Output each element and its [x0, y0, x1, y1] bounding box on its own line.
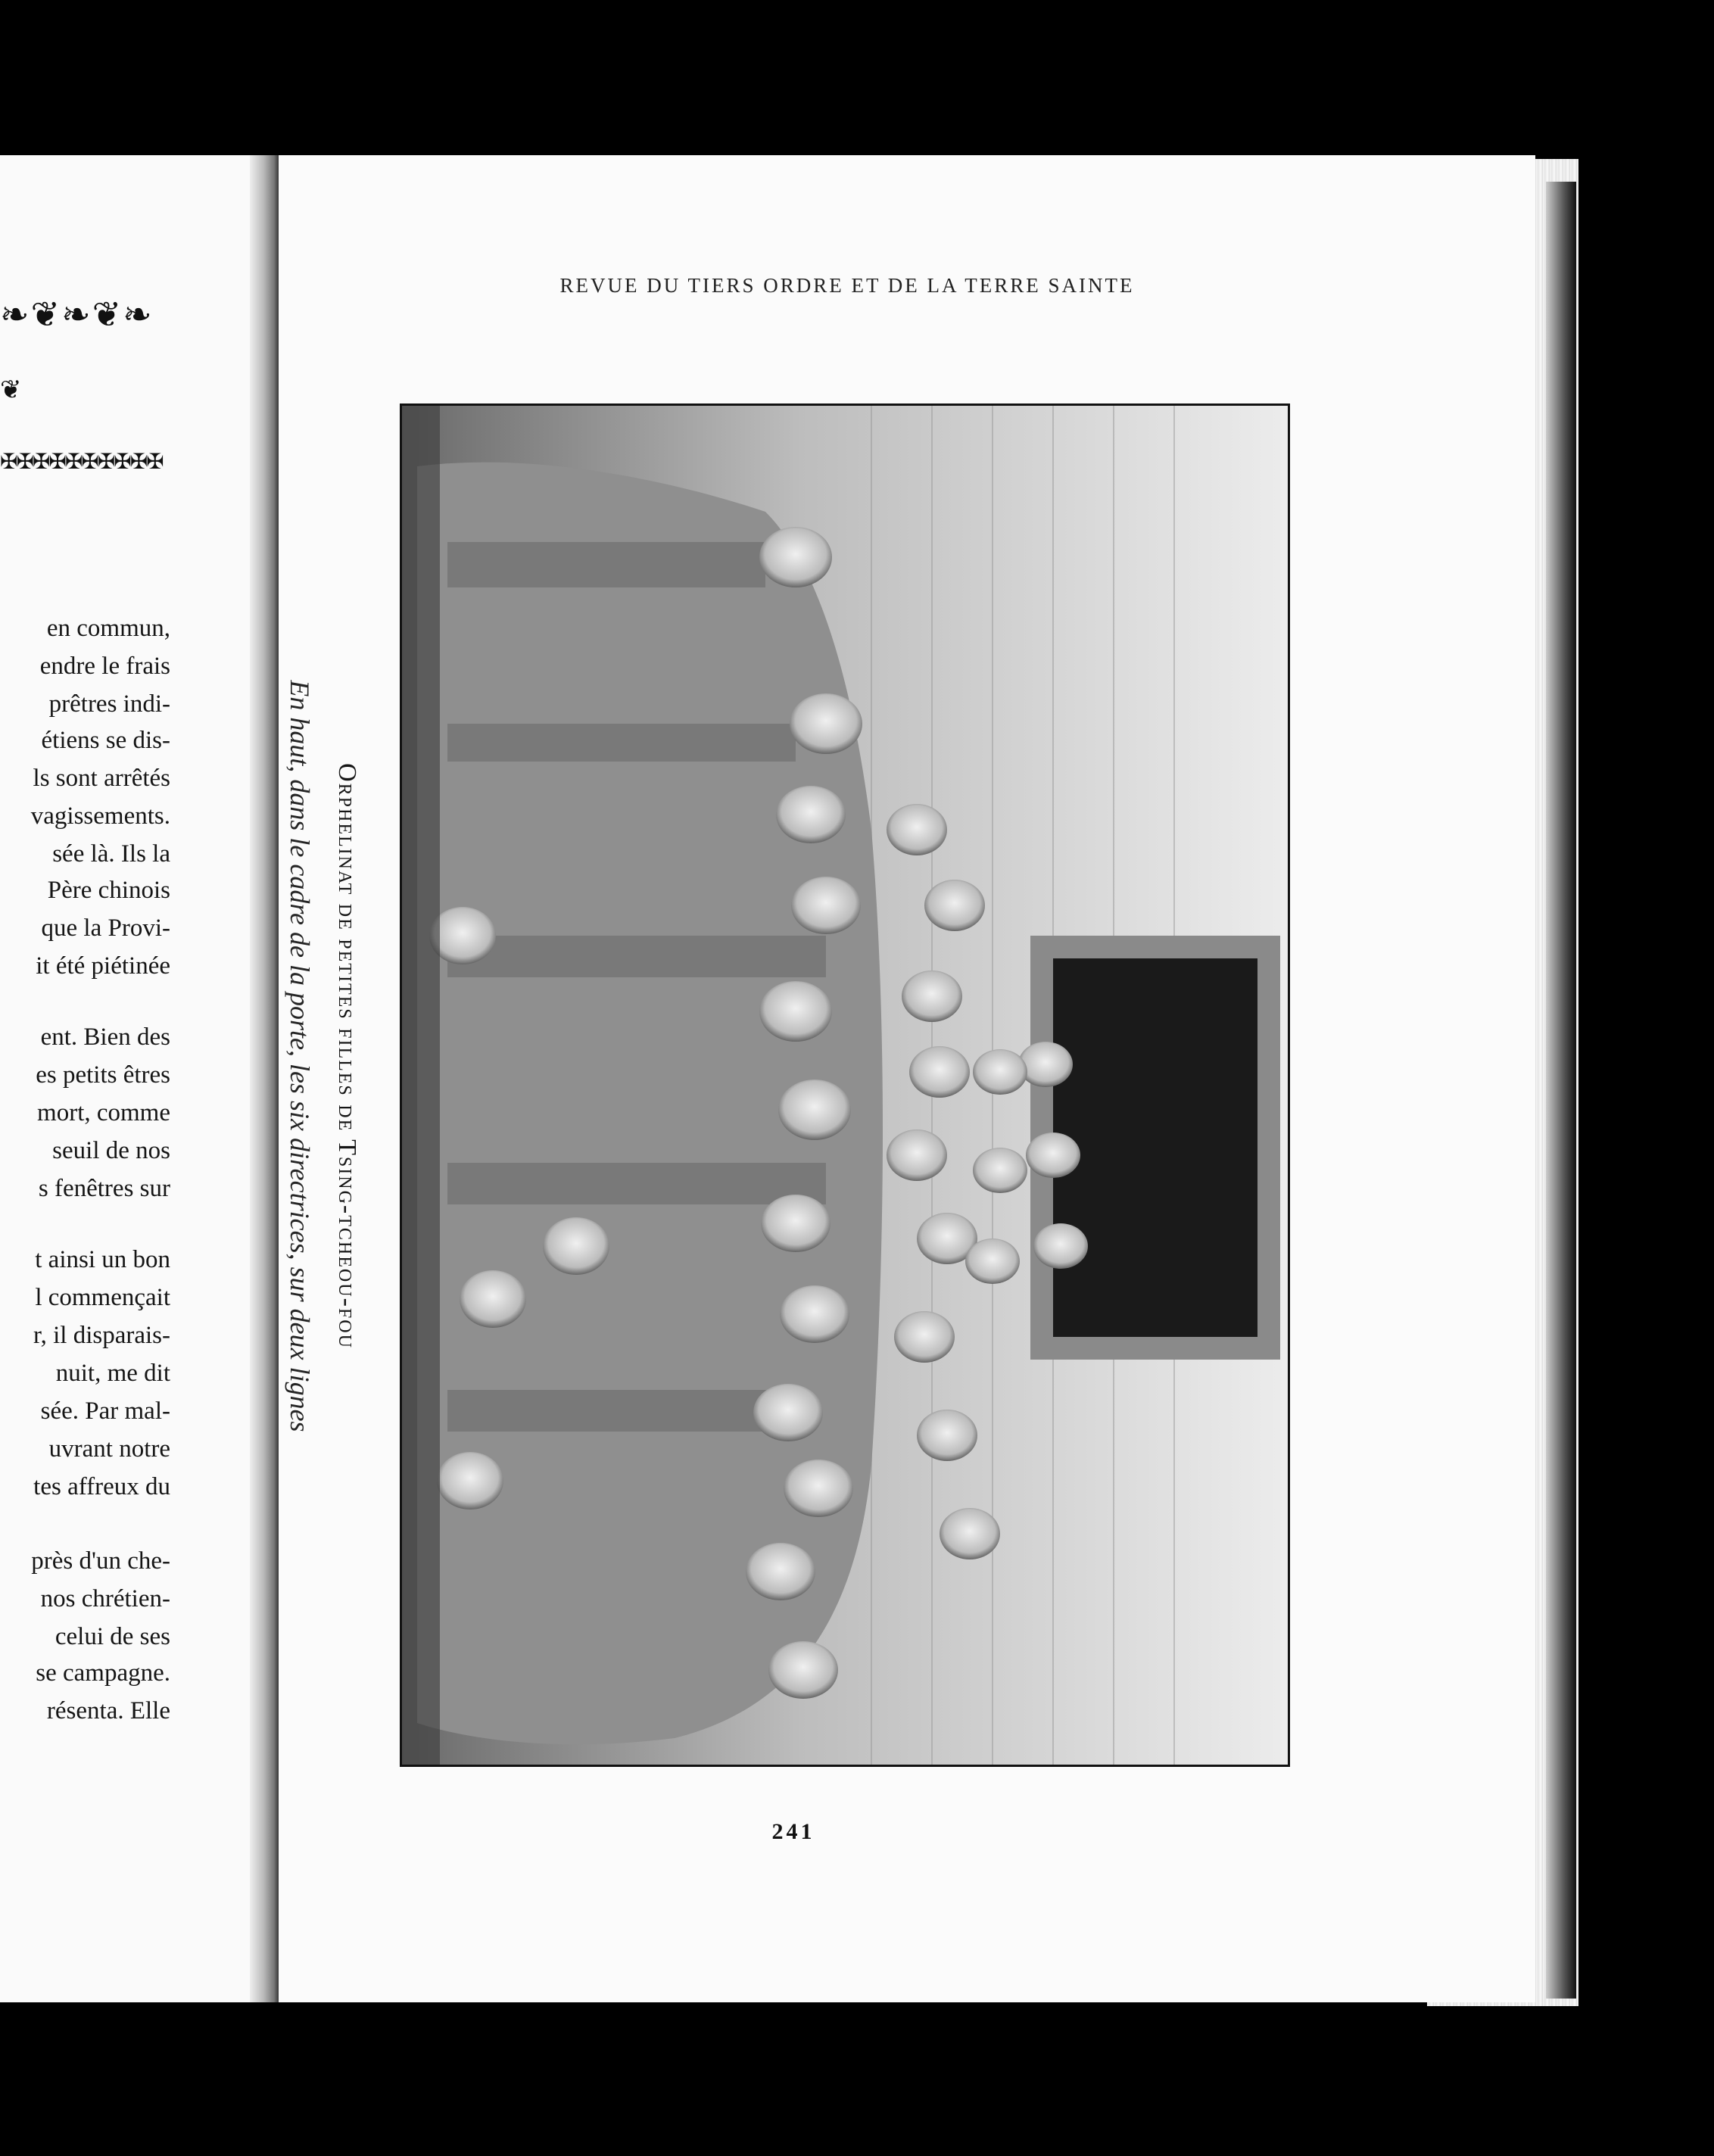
decorative-ornament: ❧❦❧❦❧	[0, 294, 154, 335]
text-line: s fenêtres sur	[38, 1175, 170, 1202]
text-line: près d'un che-	[31, 1547, 170, 1575]
text-line: sée là. Ils la	[52, 840, 170, 868]
text-line: r, il disparais-	[33, 1322, 170, 1349]
ornament-band: ✠✠✠✠✠✠✠✠✠✠	[0, 449, 163, 474]
text-line: l commençait	[35, 1284, 170, 1311]
text-line: sée. Par mal-	[40, 1397, 170, 1425]
text-line: vagissements.	[30, 802, 170, 830]
text-line: seuil de nos	[52, 1137, 170, 1164]
book-edge-shadow	[1546, 182, 1576, 1999]
text-line: mort, comme	[37, 1099, 170, 1126]
caption-subtitle: En haut, dans le cadre de la porte, les six directrices, sur deux lignes	[285, 680, 315, 1432]
running-head: REVUE DU TIERS ORDRE ET DE LA TERRE SAINTE	[559, 274, 1135, 297]
text-line: t ainsi un bon	[35, 1246, 170, 1273]
text-line: nos chrétien-	[40, 1585, 170, 1612]
text-line: prêtres indi-	[48, 690, 170, 718]
text-line: ent. Bien des	[40, 1023, 170, 1051]
text-line: se campagne.	[36, 1659, 170, 1687]
caption-title: Orphelinat de petites filles de Tsing-tcheou-fou	[333, 763, 361, 1349]
photograph-image	[402, 406, 1288, 1765]
text-line: que la Provi-	[41, 914, 170, 942]
text-line: ls sont arrêtés	[33, 765, 170, 792]
text-line: it été piétinée	[36, 952, 170, 980]
text-line: endre le frais	[39, 653, 170, 680]
left-page-gutter	[250, 155, 280, 2002]
ornament-mark: ❦	[0, 375, 22, 405]
text-line: Père chinois	[47, 877, 170, 904]
text-line: celui de ses	[55, 1623, 170, 1650]
text-line: tes affreux du	[33, 1473, 170, 1500]
text-line: étiens se dis-	[41, 727, 170, 754]
text-line: nuit, me dit	[55, 1360, 170, 1387]
page-number: 241	[771, 1819, 815, 1844]
text-line: uvrant notre	[48, 1435, 170, 1463]
text-line: es petits êtres	[36, 1061, 170, 1089]
text-line: résenta. Elle	[46, 1697, 170, 1724]
photo-caption	[282, 583, 365, 1529]
text-line: en commun,	[46, 615, 170, 642]
group-photograph	[400, 403, 1290, 1767]
